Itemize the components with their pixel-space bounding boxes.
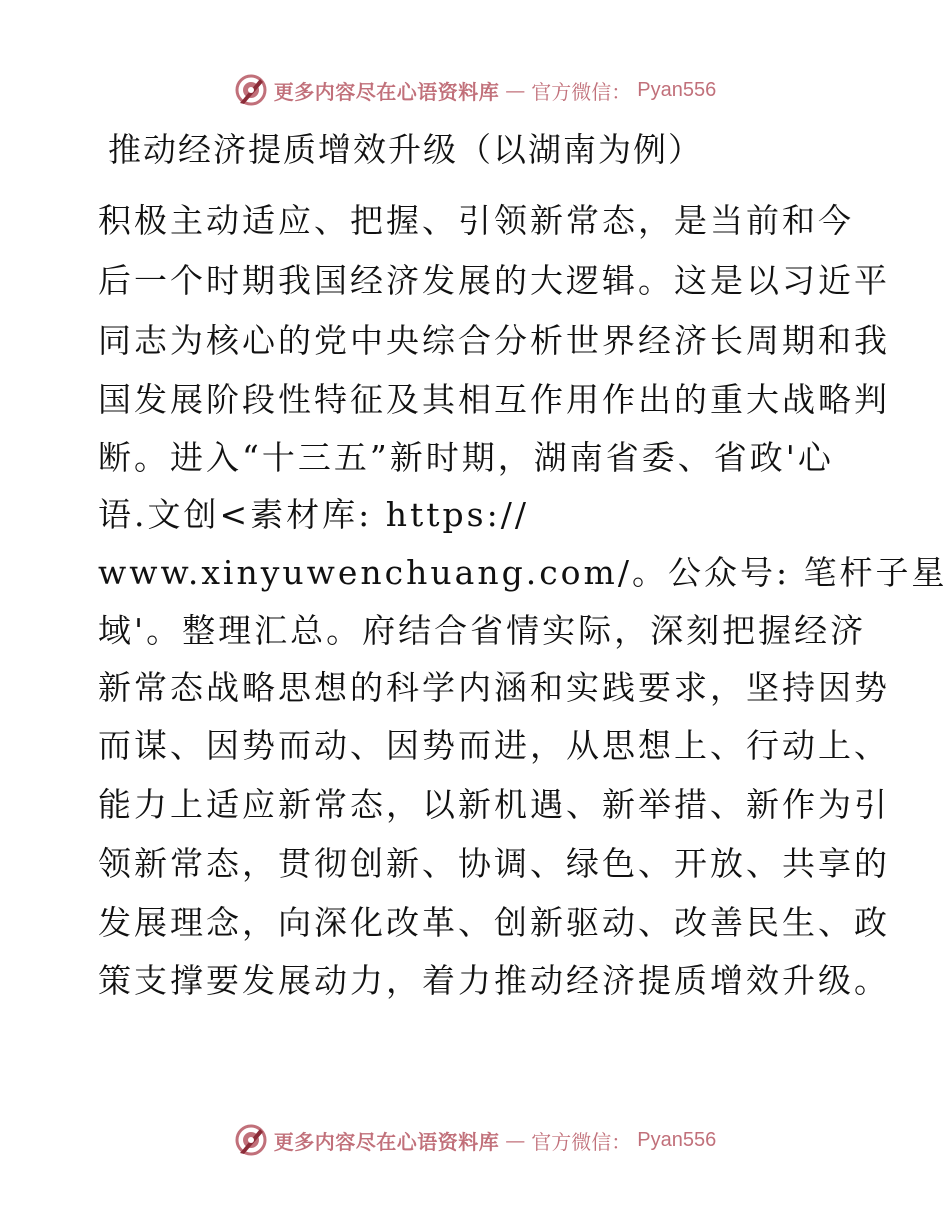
banner-wechat-id: Pyan556 <box>637 78 717 101</box>
body-line: 新常态战略思想的科学内涵和实践要求，坚持因势 <box>98 668 890 707</box>
quill-seal-icon <box>234 1123 268 1157</box>
body-line: 断。进入“十三五”新时期，湖南省委、省政'心 <box>98 438 834 477</box>
body-line: 能力上适应新常态，以新机遇、新举措、新作为引 <box>98 785 890 824</box>
body-line: 国发展阶段性特征及其相互作用作出的重大战略判 <box>98 380 890 419</box>
body-line: 后一个时期我国经济发展的大逻辑。这是以习近平 <box>98 261 890 300</box>
quill-seal-icon <box>234 73 268 107</box>
body-line: 语.文创<素材库: https:// <box>98 495 529 534</box>
header-banner <box>0 70 950 110</box>
body-line: 而谋、因势而动、因势而进，从思想上、行动上、 <box>98 726 890 765</box>
banner-wechat-label: 官方微信： <box>531 1129 632 1154</box>
banner-wechat-label: 官方微信： <box>531 79 632 104</box>
body-line: 发展理念，向深化改革、创新驱动、改善民生、政 <box>98 903 890 942</box>
body-line: 同志为核心的党中央综合分析世界经济长周期和我 <box>98 321 890 360</box>
footer-banner <box>0 1120 950 1160</box>
body-line: www.xinyuwenchuang.com/。公众号: 笔杆子星 <box>98 553 948 592</box>
body-line: 领新常态，贯彻创新、协调、绿色、开放、共享的 <box>98 844 890 883</box>
banner-slogan: 更多内容尽在心语资料库 <box>273 79 500 104</box>
body-line: 域'。整理汇总。府结合省情实际，深刻把握经济 <box>98 611 867 650</box>
banner-dash: — <box>505 78 526 102</box>
body-line: 积极主动适应、把握、引领新常态，是当前和今 <box>98 201 854 240</box>
body-line: 策支撑要发展动力，着力推动经济提质增效升级。 <box>98 961 890 1000</box>
banner-dash: — <box>505 1128 526 1152</box>
document-title: 推动经济提质增效升级（以湖南为例） <box>108 130 703 169</box>
banner-slogan: 更多内容尽在心语资料库 <box>273 1129 500 1154</box>
banner-wechat-id: Pyan556 <box>637 1128 717 1151</box>
